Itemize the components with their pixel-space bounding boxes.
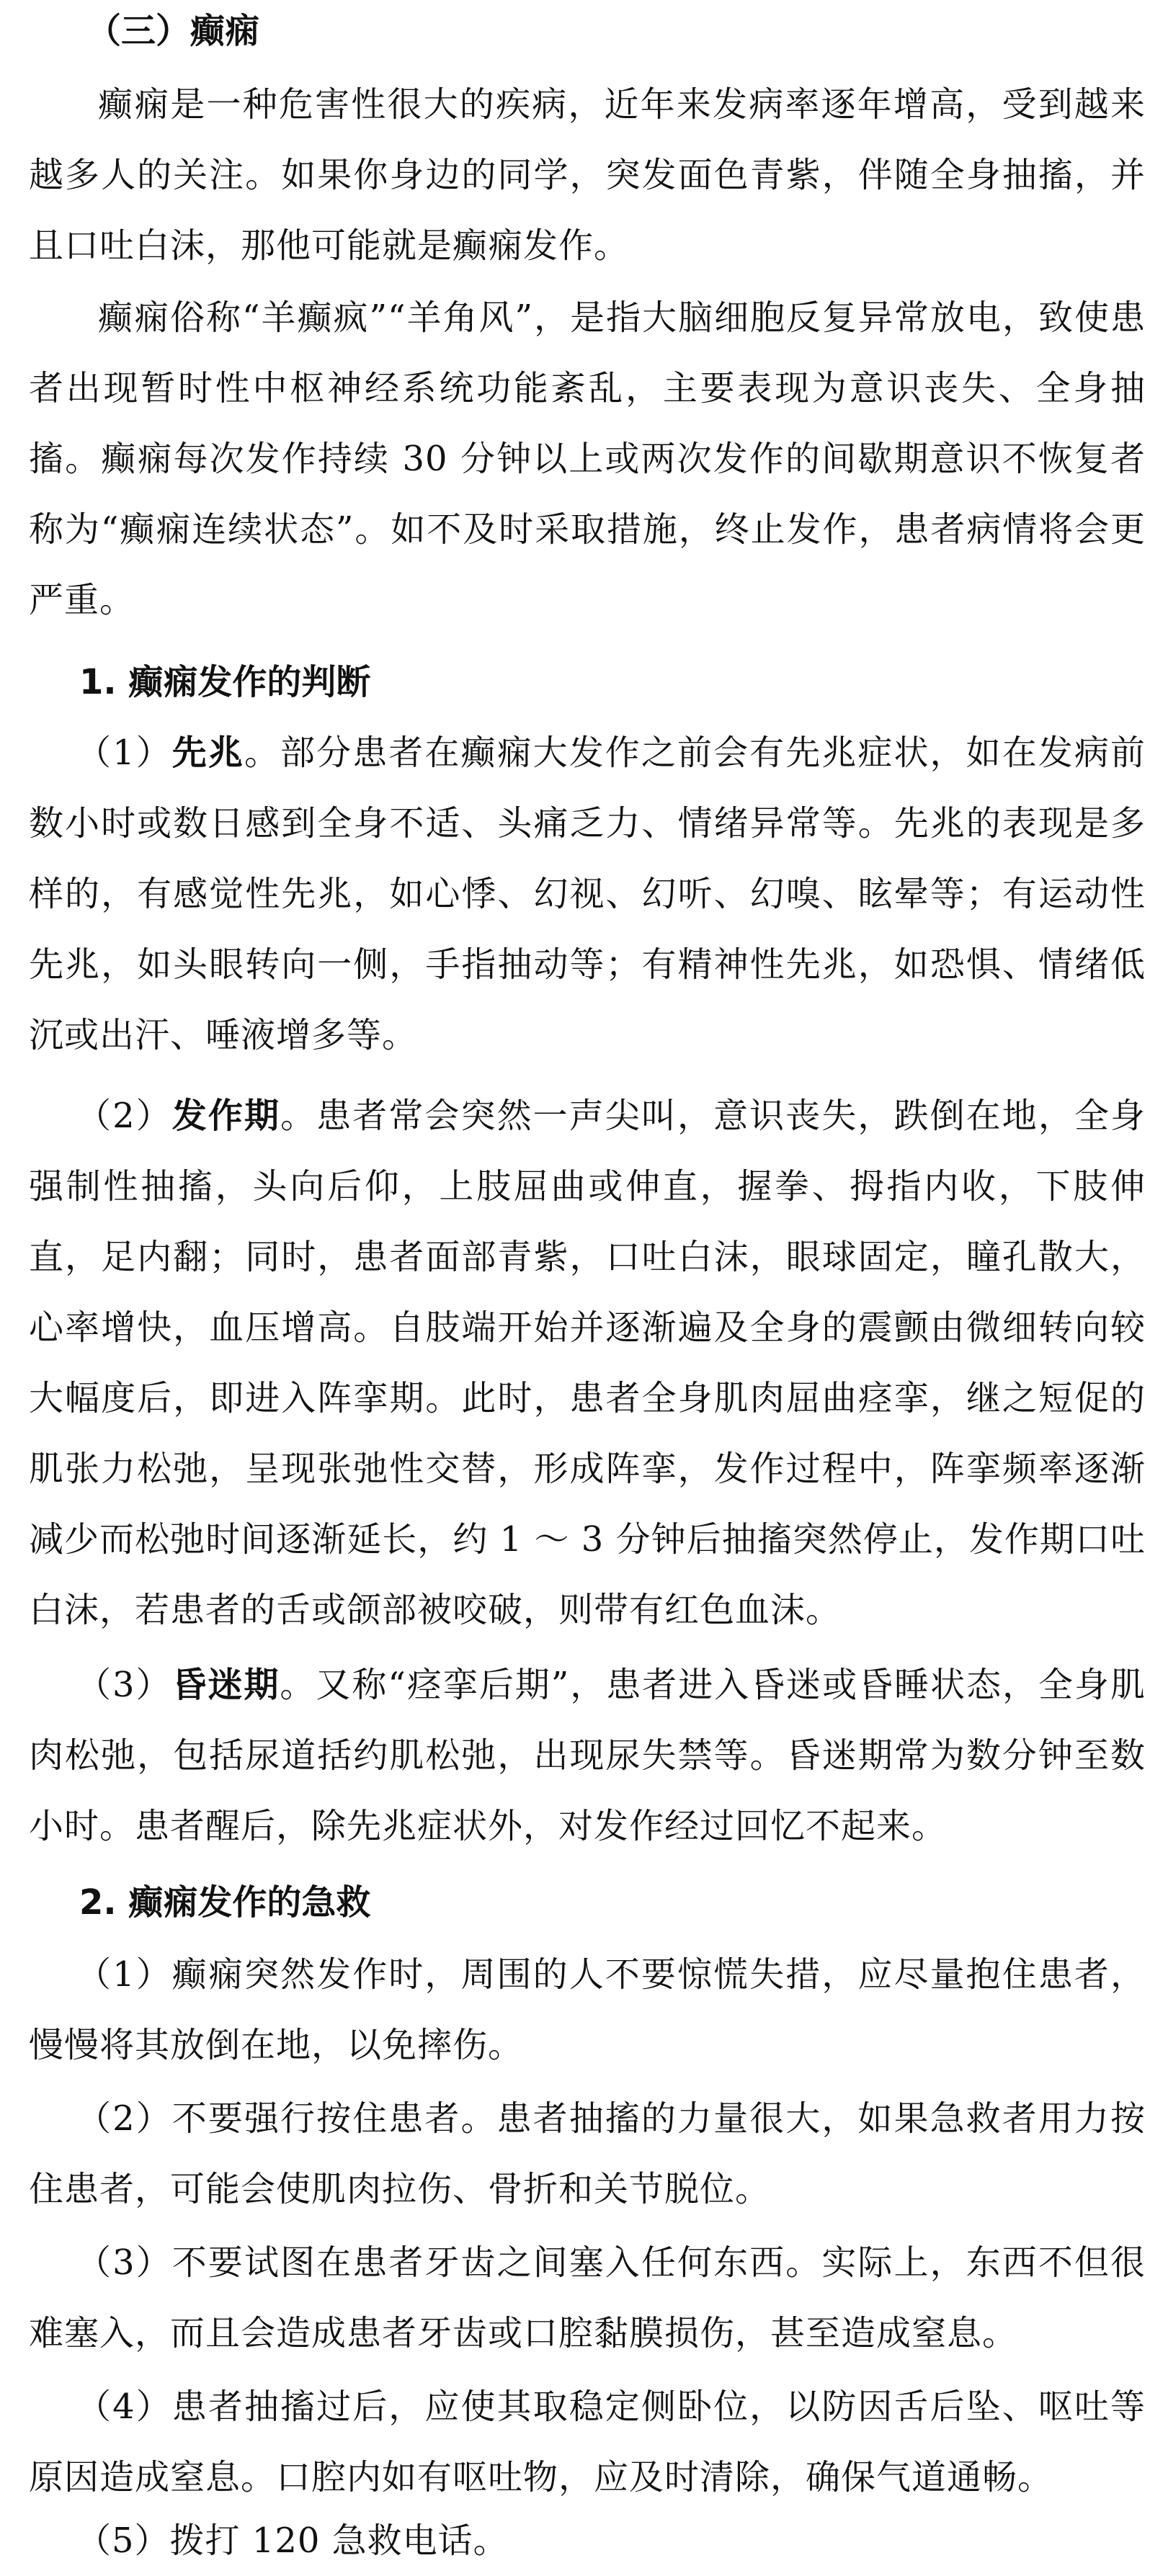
item-term: 先兆 <box>171 733 244 773</box>
item-number: （3） <box>76 1665 172 1705</box>
part2-heading: 2. 癫痫发作的急救 <box>79 1882 371 1923</box>
item-term: 发作期 <box>171 1096 281 1136</box>
part2-item-1: （1）癫痫突然发作时，周围的人不要惊慌失措，应尽量抱住患者，慢慢将其放倒在地，以免摔伤。 <box>29 1954 1146 2065</box>
item-number: （1） <box>76 733 172 773</box>
part2-item-2: （2）不要强行按住患者。患者抽搐的力量很大，如果急救者用力按住患者，可能会使肌肉拉伤、骨折和关节脱位。 <box>29 2098 1146 2209</box>
part1-item-2 <box>29 1081 1146 1645</box>
item-number: （2） <box>76 1096 172 1136</box>
intro-paragraph-2: 癫痫俗称“羊癫疯”“羊角风”，是指大脑细胞反复异常放电，致使患者出现暂时性中枢神经系统功能紊乱，主要表现为意识丧失、全身抽搐。癫痫每次发作持续 30 分钟以上或两次发作的间歇期意识不恢复者称为“癫痫连续状态”。如不及时采取措施，终止发作，患者病情将会更严重。 <box>29 298 1146 620</box>
section-title: （三）癫痫 <box>86 11 260 51</box>
intro-paragraph-1: 癫痫是一种危害性很大的疾病，近年来发病率逐年增高，受到越来越多人的关注。如果你身边的同学，突发面色青紫，伴随全身抽搐，并且口吐白沫，那他可能就是癫痫发作。 <box>29 84 1146 266</box>
part2-item-5: （5）拨打 120 急救电话。 <box>76 2521 509 2561</box>
part1-item-3 <box>29 1650 1146 1861</box>
part2-item-3: （3）不要试图在患者牙齿之间塞入任何东西。实际上，东西不但很难塞入，而且会造成患者牙齿或口腔黏膜损伤，甚至造成窒息。 <box>29 2242 1146 2353</box>
part1-heading: 1. 癫痫发作的判断 <box>79 662 371 702</box>
item-text: 。又称“痉挛后期”，患者进入昏迷或昏睡状态，全身肌肉松弛，包括尿道括约肌松弛，出现尿失禁等。昏迷期常为数分钟至数小时。患者醒后，除先兆症状外，对发作经过回忆不起来。 <box>29 1665 1146 1846</box>
item-text: 。部分患者在癫痫大发作之前会有先兆症状，如在发病前数小时或数日感到全身不适、头痛乏力、情绪异常等。先兆的表现是多样的，有感觉性先兆，如心悸、幻视、幻听、幻嗅、眩晕等；有运动性先兆，如头眼转向一侧，手指抽动等；有精神性先兆，如恐惧、情绪低沉或出汗、唾液增多等。 <box>29 733 1146 1055</box>
part1-item-1 <box>29 717 1146 1070</box>
part2-item-4: （4）患者抽搐过后，应使其取稳定侧卧位，以防因舌后坠、呕吐等原因造成窒息。口腔内如有呕吐物，应及时清除，确保气道通畅。 <box>29 2387 1146 2497</box>
item-term: 昏迷期 <box>171 1665 280 1705</box>
item-text: 。患者常会突然一声尖叫，意识丧失，跌倒在地，全身强制性抽搐，头向后仰，上肢屈曲或伸直，握拳、拇指内收，下肢伸直，足内翻；同时，患者面部青紫，口吐白沫，眼球固定，瞳孔散大，心率增快，血压增高。自肢端开始并逐渐遍及全身的震颤由微细转向较大幅度后，即进入阵挛期。此时，患者全身肌肉屈曲痉挛，继之短促的肌张力松弛，呈现张弛性交替，形成阵挛，发作过程中，阵挛频率逐渐减少而松弛时间逐渐延长，约 1 ～ 3 分钟后抽搐突然停止，发作期口吐白沫，若患者的舌或颌部被咬破，则带有红色血沫。 <box>29 1096 1146 1630</box>
